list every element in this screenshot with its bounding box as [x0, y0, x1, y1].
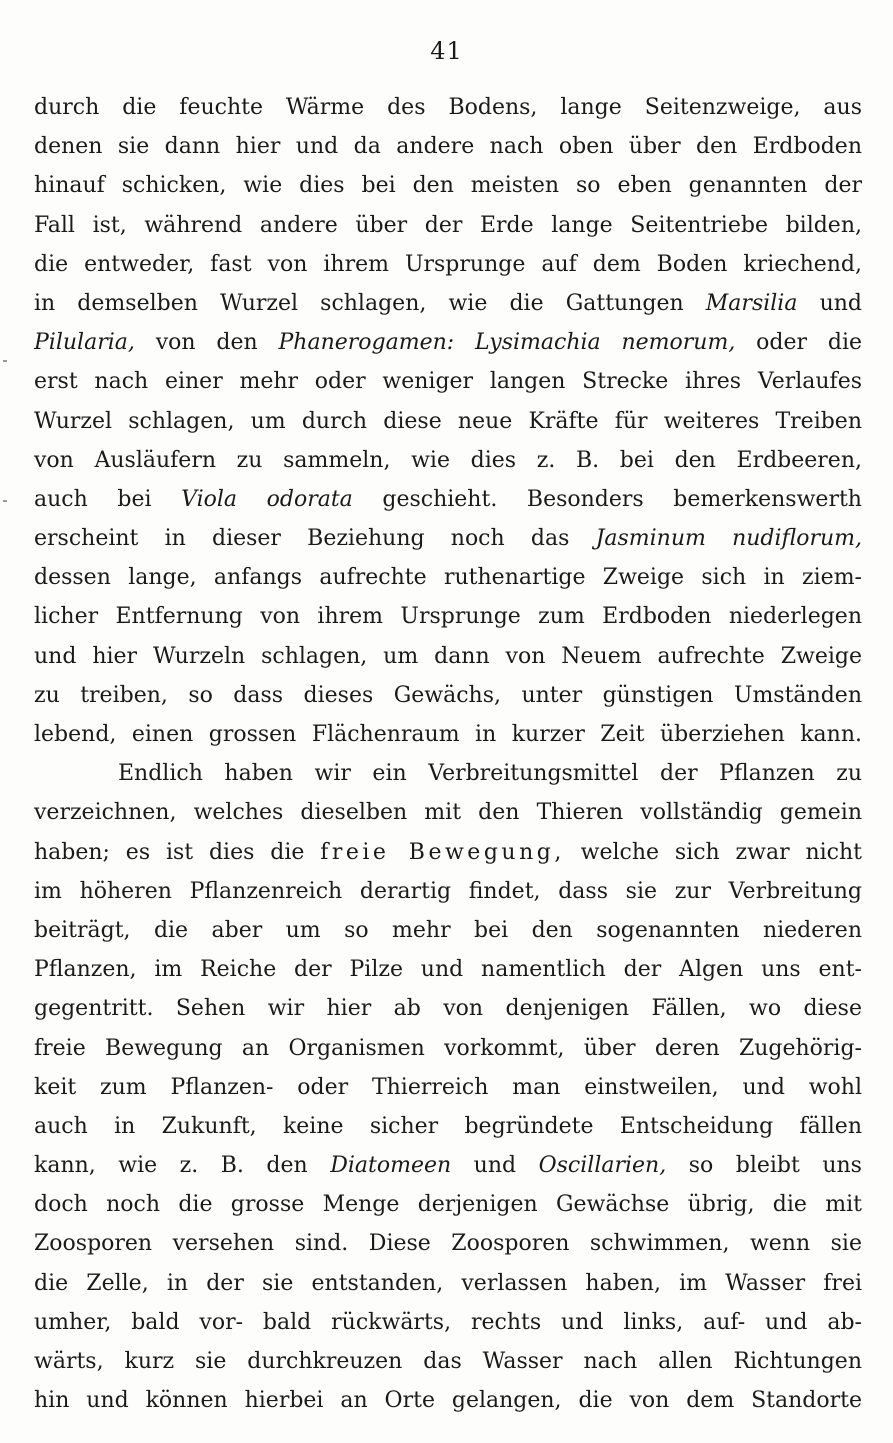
- text-run: umher, bald vor- bald rückwärts, rechts und links, auf- und ab-: [34, 1309, 862, 1335]
- text-line: [34, 597, 862, 636]
- text-line: [34, 715, 862, 754]
- text-line: [34, 441, 862, 480]
- text-run: in demselben Wurzel schlagen, wie die Gattungen: [34, 290, 706, 316]
- text-line: [34, 1029, 862, 1068]
- text-line: [34, 402, 862, 441]
- text-run: zu treiben, so dass dieses Gewächs, unter günstigen Umständen: [34, 682, 862, 708]
- text-run: licher Entfernung von ihrem Ursprunge zum Erdboden niederlegen: [34, 604, 862, 630]
- margin-mark: [3, 500, 7, 502]
- text-line: [34, 637, 862, 676]
- text-line: [34, 558, 862, 597]
- text-run: Wurzel schlagen, um durch diese neue Kräfte für weiteres Treiben: [34, 408, 862, 434]
- italic-term: Oscillarien,: [538, 1153, 667, 1179]
- italic-term: Diatomeen: [330, 1153, 452, 1179]
- text-run: die Zelle, in der sie entstanden, verlassen haben, im Wasser frei: [34, 1270, 862, 1296]
- text-run: geschieht. Besonders bemerkenswerth: [352, 486, 862, 512]
- text-run: hinauf schicken, wie dies bei den meisten so eben genannten der: [34, 173, 862, 199]
- text-run: Endlich haben wir ein Verbreitungsmittel der Pflanzen zu: [118, 761, 862, 787]
- body-text: [34, 88, 862, 1420]
- text-line: [34, 754, 862, 793]
- text-line: [34, 911, 862, 950]
- italic-term: Phanerogamen: Lysimachia nemorum,: [278, 330, 736, 356]
- text-line: [34, 519, 862, 558]
- text-run: wärts, kurz sie durchkreuzen das Wasser nach allen Richtungen: [34, 1349, 862, 1374]
- text-line: [34, 284, 862, 323]
- text-line: [34, 1068, 862, 1107]
- text-run: Pflanzen, im Reiche der Pilze und namentlich der Algen uns ent-: [34, 957, 862, 983]
- text-run: haben; es ist dies die: [34, 839, 321, 865]
- text-line: [34, 362, 862, 401]
- text-run: Fall ist, während andere über der Erde lange Seitentriebe bilden,: [34, 212, 862, 238]
- text-line: [34, 676, 862, 715]
- text-run: erst nach einer mehr oder weniger langen Strecke ihres Verlaufes: [34, 369, 862, 395]
- text-line: [34, 793, 862, 832]
- text-run: auch in Zukunft, keine sicher begründete Entscheidung fällen: [34, 1113, 862, 1139]
- text-run: und: [451, 1153, 539, 1179]
- text-line: [34, 88, 862, 127]
- text-line: [34, 989, 862, 1028]
- text-line: [34, 1303, 862, 1342]
- text-line: [34, 1224, 862, 1263]
- text-line: [34, 1107, 862, 1146]
- text-run: durch die feuchte Wärme des Bodens, lange Seitenzweige, aus: [34, 95, 862, 120]
- page-number: 41: [430, 37, 463, 65]
- text-line: [34, 480, 862, 519]
- text-line: [34, 1342, 862, 1381]
- text-line: [34, 1264, 862, 1303]
- text-line: [34, 1146, 862, 1185]
- text-run: und: [797, 290, 862, 316]
- italic-term: Pilularia,: [34, 330, 135, 356]
- text-run: von den: [134, 330, 279, 356]
- text-run: doch noch die grosse Menge derjenigen Gewächse übrig, die mit: [34, 1192, 862, 1218]
- text-run: auch bei: [34, 486, 182, 512]
- text-line: [34, 245, 862, 284]
- text-run: gegentritt. Sehen wir hier ab von denjenigen Fällen, wo diese: [34, 996, 862, 1022]
- text-run: keit zum Pflanzen- oder Thierreich man einstweilen, und wohl: [34, 1074, 862, 1100]
- text-run: beiträgt, die aber um so mehr bei den sogenannten niederen: [34, 917, 862, 943]
- text-run: und hier Wurzeln schlagen, um dann von Neuem aufrechte Zweige: [34, 643, 862, 669]
- text-run: hin und können hierbei an Orte gelangen, die von dem Standorte: [34, 1388, 862, 1414]
- text-line: [34, 166, 862, 205]
- text-run: von Ausläufern zu sammeln, wie dies z. B. bei den Erdbeeren,: [34, 447, 862, 473]
- margin-mark: [3, 360, 7, 362]
- text-run: kann, wie z. B. den: [34, 1153, 331, 1179]
- text-line: [34, 872, 862, 911]
- text-line: [34, 323, 862, 362]
- text-line: [34, 206, 862, 245]
- text-run: im höheren Pflanzenreich derartig findet, dass sie zur Verbreitung: [34, 878, 862, 904]
- text-line: [34, 127, 862, 166]
- text-run: welche sich zwar nicht: [564, 839, 862, 865]
- text-line: [34, 1381, 862, 1420]
- text-run: denen sie dann hier und da andere nach oben über den Erdboden: [34, 134, 862, 160]
- text-line: [34, 833, 862, 872]
- text-run: oder die: [735, 330, 862, 356]
- text-run: Zoosporen versehen sind. Diese Zoosporen schwimmen, wenn sie: [34, 1231, 862, 1257]
- italic-term: Jasminum nudiflorum,: [595, 526, 862, 552]
- text-run: die entweder, fast von ihrem Ursprunge auf dem Boden kriechend,: [34, 251, 862, 277]
- text-run: so bleibt uns: [666, 1153, 862, 1179]
- italic-term: Marsilia: [705, 290, 798, 316]
- text-run: erscheint in dieser Beziehung noch das: [34, 526, 596, 552]
- text-run: lebend, einen grossen Flächenraum in kurzer Zeit überziehen kann.: [34, 722, 862, 747]
- spaced-emphasis: freie Bewegung,: [320, 839, 565, 865]
- text-run: verzeichnen, welches dieselben mit den Thieren vollständig gemein: [34, 800, 862, 826]
- text-run: dessen lange, anfangs aufrechte ruthenartige Zweige sich in ziem-: [34, 565, 862, 591]
- text-line: [34, 950, 862, 989]
- text-line: [34, 1185, 862, 1224]
- italic-term: Viola odorata: [181, 486, 353, 512]
- text-run: freie Bewegung an Organismen vorkommt, über deren Zugehörig-: [34, 1035, 862, 1061]
